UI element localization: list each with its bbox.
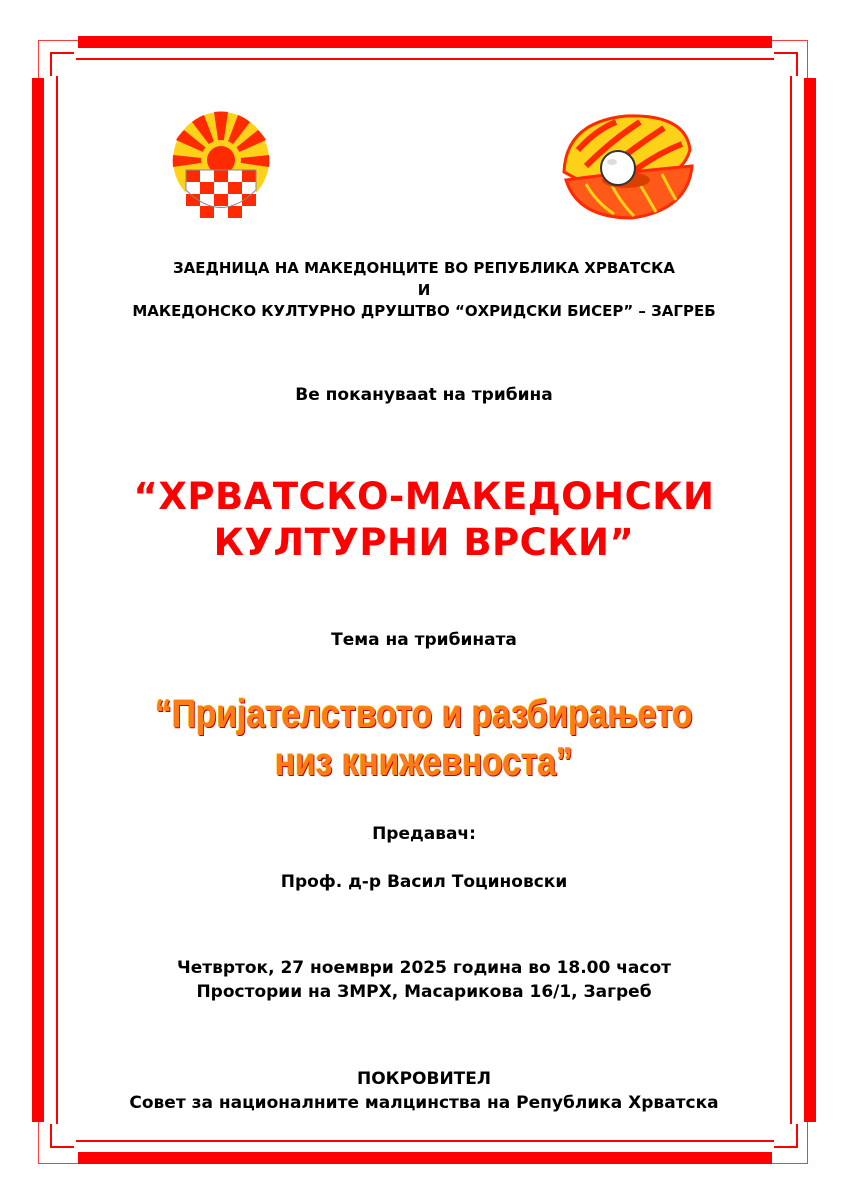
event-title-line-1: “ХРВАТСКО-МАКЕДОНСКИ	[133, 475, 715, 518]
topic-line-2: низ книжевноста”	[275, 741, 573, 784]
frame-corner-top-left	[50, 52, 74, 76]
frame-line-bottom	[76, 1140, 774, 1142]
lecturer-label: Предавач:	[372, 824, 476, 844]
sponsor-name: Совет за националните малцинства на Република Хрватска	[129, 1093, 719, 1113]
organizer-line-1: ЗАЕДНИЦА НА МАКЕДОНЦИТЕ ВО РЕПУБЛИКА ХРВАТСКА	[172, 259, 675, 277]
frame-corner-top-right	[774, 52, 798, 76]
event-location: Простории на ЗМРХ, Масарикова 16/1, Загреб	[196, 982, 652, 1002]
frame-bar-top	[78, 36, 772, 48]
event-datetime: Четврток, 27 ноември 2025 година во 18.00 часот	[176, 958, 672, 978]
frame-line-top	[76, 58, 774, 60]
event-title-line-2: КУЛТУРНИ ВРСКИ”	[213, 521, 635, 564]
topic-label: Тема на трибината	[331, 630, 517, 650]
pearl-shell-logo-icon	[556, 110, 696, 222]
organizer-conjunction: И	[417, 281, 431, 299]
frame-corner-bottom-right	[774, 1124, 798, 1148]
sponsor-label: ПОКРОВИТЕЛ	[357, 1069, 491, 1089]
organizer-line-2: МАКЕДОНСКО КУЛТУРНО ДРУШТВО “ОХРИДСКИ БИСЕР” – ЗАГРЕБ	[132, 302, 716, 320]
frame-corner-bottom-left	[50, 1124, 74, 1148]
lecturer-name: Проф. д-р Васил Тоциновски	[280, 872, 568, 892]
topic-line-1: “Пријателството и разбирањето	[155, 693, 693, 736]
sun-checkerboard-logo-icon	[166, 110, 276, 220]
invitation-text: Ве поканувааt на трибина	[295, 385, 553, 405]
frame-bar-bottom	[78, 1152, 772, 1164]
